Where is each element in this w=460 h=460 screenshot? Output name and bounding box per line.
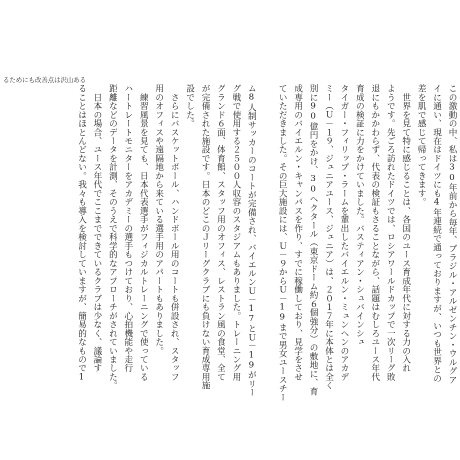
- text-column: 差を肌で感じて帰ってきます。: [416, 84, 427, 207]
- text-column: グランド６面、体育館、スタッフ用のオフィス、レストラン風の食堂、全て: [215, 84, 226, 382]
- text-column: 世界を見て特に感じることは、各国のユース育成年代に対する力の入れ: [400, 84, 411, 373]
- text-column: ていただきました。その巨大施設には、Ｕ－９からＵ－19まで男女ユースチー: [277, 84, 288, 402]
- text-column: この激動の中、私は30年前から毎年、ブラジル・アルゼンチン・ウルグア: [447, 84, 457, 384]
- text-column: イに通い、現在はドイツにも4年連続で通っておりますが、いつも世界との: [431, 84, 442, 383]
- text-column: さらにバスケットボール、ハンドボール用のコートも併設され、スタッフ: [169, 84, 180, 382]
- text-column: 用のオフィスや遠隔地から来ている選手用のアパートもありました。: [153, 84, 164, 355]
- text-column: 練習風景を見ても、日本代表選手がフィジカルトレーニングで使っている: [138, 84, 149, 382]
- text-column: ることはほとんどない。我々も導入を検討していますが、簡易的なもので1: [76, 84, 87, 383]
- text-column: 設でした。: [184, 84, 195, 128]
- text-column: ようです。先ごろ訪れたドイツでは、ロシアワールドカップで一次リーグ敗: [385, 84, 396, 382]
- text-column: 退にもかかわらず、代表の検証もさることながら、話題はむしろユース年代: [369, 84, 380, 382]
- text-column: ム8人制サッカーのコートが完備され、バイエルンＵ－17とＵ－19がリー: [246, 84, 257, 397]
- text-column: 成専用のバイエルン・キャンパスを作り、すでに稼働しており、見学をさせ: [292, 84, 303, 382]
- text-column: 距離などのデータを計測、そのうえで科学的なアプローチがされていました。: [107, 84, 118, 390]
- running-head: るためにも改善点は沢山ある: [3, 76, 87, 84]
- text-column: 日本の場合、ユース年代でここまでできているクラブは少なく、議論す: [91, 84, 102, 373]
- text-column: ミー（Ｕ－１９、ジュニアユース、ジュニア）は、２０１７年に本体とは全く: [323, 84, 334, 390]
- vertical-text-block: [77, 84, 458, 434]
- text-column: グ戦で使用する２５００人収容のスタジアムもありました。トレーニング用: [230, 84, 241, 382]
- text-column: 別に90億円をかけ、30ヘクタール（東京ドーム約６個強分）の敷地に、育: [308, 84, 319, 396]
- text-column: タイガー・フィリップ・ラームを輩出したバイエルン・ミュンヘンのアカデ: [338, 84, 349, 382]
- text-column: 育成の検証に力をかけていました。バスティアン・シュバインシュ: [354, 84, 365, 347]
- text-column: が完備された施設です。日本のどこのＪリーグクラブにも負けない育成専用施: [200, 84, 210, 390]
- text-column: ハートレートモニターをアカデミーの選手もつけており、心拍機能や走行: [122, 84, 133, 373]
